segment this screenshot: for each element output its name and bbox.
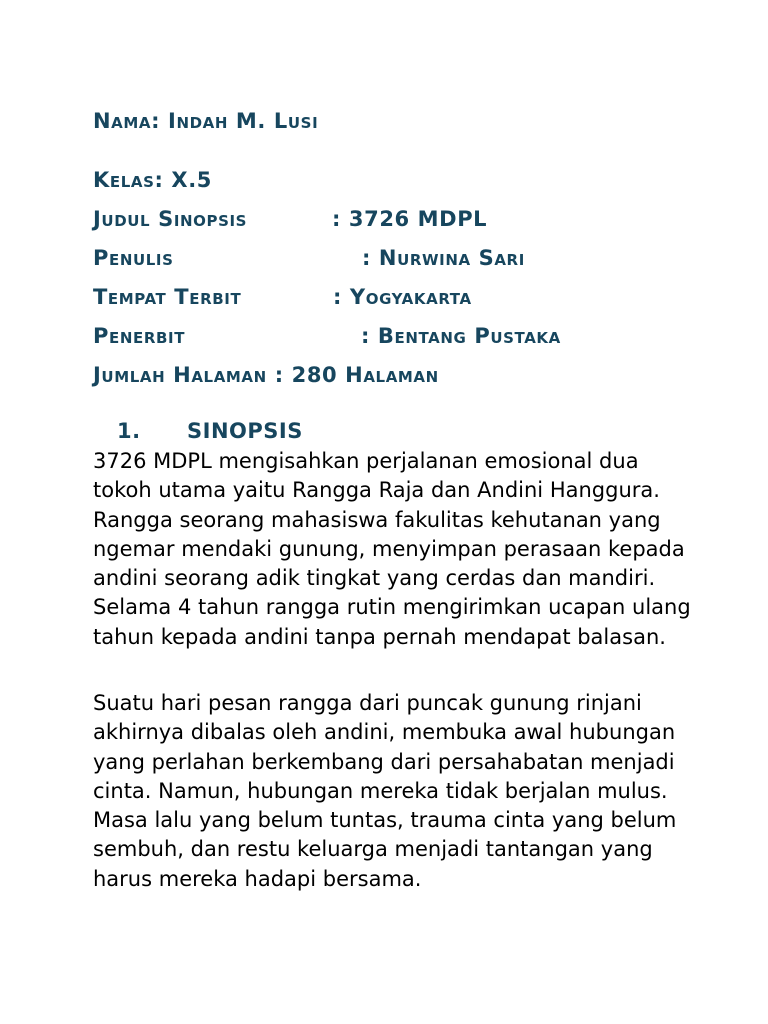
student-class: Kelas: X.5 bbox=[93, 168, 212, 192]
synopsis-paragraph-1: 3726 MDPL mengisahkan perjalanan emosional dua tokoh utama yaitu Rangga Raja dan Andini Hanggura. Rangga seorang mahasiswa fakulitas kehutanan yang ngemar mendaki gunung, menyimpan perasaan kepada andini seorang adik tingkat yang cerdas dan mandiri. Selama 4 tahun rangga rutin mengirimkan ucapan ulang tahun kepada andini tanpa pernah mendapat balasan. bbox=[93, 449, 691, 649]
book-title-label: Judul Sinopsis bbox=[93, 207, 248, 231]
publish-place-value: : Yogyakarta bbox=[333, 285, 472, 309]
publisher-row bbox=[93, 324, 561, 348]
publisher-value: : Bentang Pustaka bbox=[361, 324, 561, 348]
section-heading bbox=[117, 421, 303, 442]
author-row bbox=[93, 246, 525, 270]
student-name: Nama: Indah M. Lusi bbox=[93, 109, 319, 133]
book-title-row bbox=[93, 207, 488, 231]
section-title: SINOPSIS bbox=[187, 419, 303, 443]
publish-place-label: Tempat Terbit bbox=[93, 285, 242, 309]
page-count: Jumlah Halaman : 280 Halaman bbox=[93, 363, 439, 387]
publisher-label: Penerbit bbox=[93, 324, 186, 348]
publish-place-row bbox=[93, 285, 472, 309]
author-label: Penulis bbox=[93, 246, 174, 270]
book-title-value: : 3726 MDPL bbox=[332, 207, 488, 231]
author-value: : Nurwina Sari bbox=[362, 246, 525, 270]
synopsis-paragraph-2: Suatu hari pesan rangga dari puncak gunung rinjani akhirnya dibalas oleh andini, membuka awal hubungan yang perlahan berkembang dari persahabatan menjadi cinta. Namun, hubungan mereka tidak berjalan mulus. Masa lalu yang belum tuntas, trauma cinta yang belum sembuh, dan restu keluarga menjadi tantangan yang harus mereka hadapi bersama. bbox=[93, 691, 677, 891]
section-number: 1. bbox=[117, 419, 141, 443]
